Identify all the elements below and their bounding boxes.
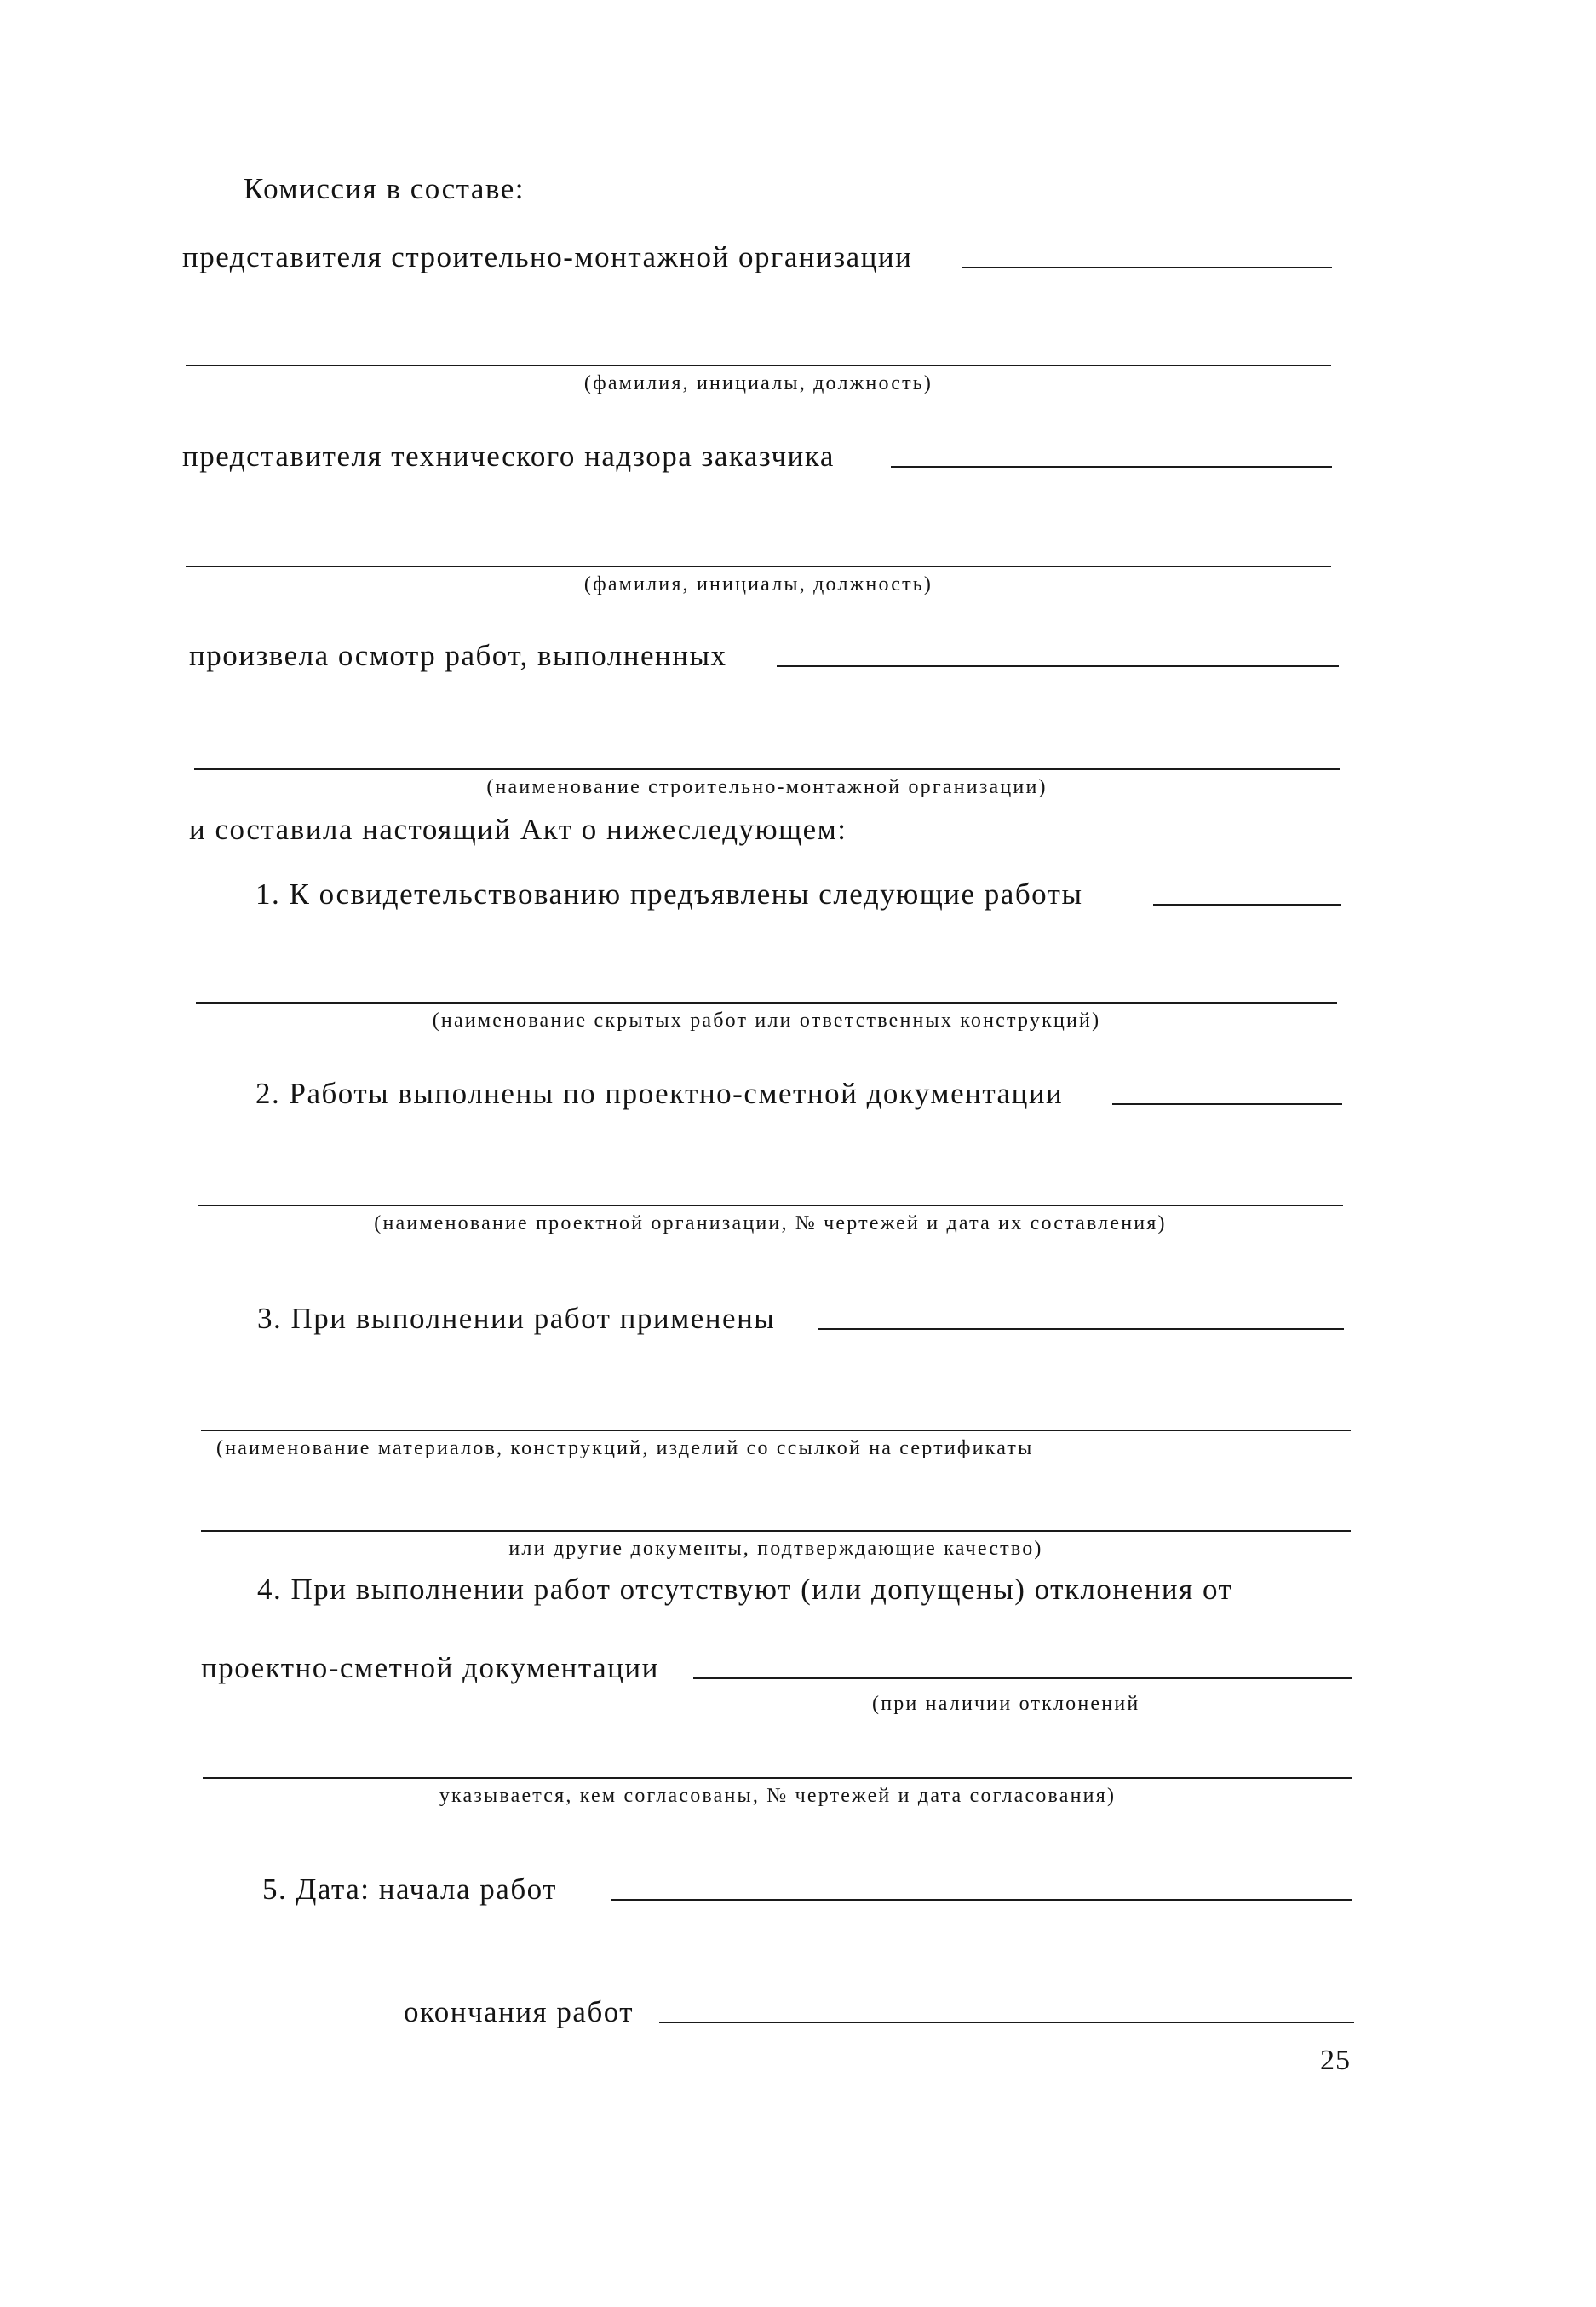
caption-project-org: (наименование проектной организации, № чертежей и дата их составления) bbox=[374, 1212, 1167, 1234]
rep-supervision-row bbox=[182, 441, 1332, 471]
item1-row bbox=[255, 879, 1341, 909]
inspection-row bbox=[189, 641, 1339, 670]
caption-deviations-cont: указывается, кем согласованы, № чертежей и дата согласования) bbox=[439, 1785, 1117, 1807]
start-date-field[interactable] bbox=[611, 1899, 1352, 1901]
item3-field[interactable] bbox=[818, 1328, 1344, 1330]
caption-materials: (наименование материалов, конструкций, изделий со ссылкой на сертификаты bbox=[216, 1437, 1034, 1459]
act-intro-text: и составила настоящий Акт о нижеследующем: bbox=[189, 813, 847, 846]
inspection-field[interactable] bbox=[777, 665, 1339, 667]
caption-fio-2: (фамилия, инициалы, должность) bbox=[583, 573, 933, 595]
commission-heading-text: Комиссия в составе: bbox=[244, 172, 525, 205]
item5-end-label: окончания работ bbox=[404, 1995, 634, 2028]
item3-row bbox=[257, 1303, 1344, 1333]
item4-cont-label: проектно-сметной документации bbox=[201, 1651, 659, 1684]
item2-row bbox=[255, 1079, 1342, 1108]
caption-hidden-works: (наименование скрытых работ или ответственных конструкций) bbox=[432, 1010, 1101, 1032]
rep-construction-label: представителя строительно-монтажной организации bbox=[182, 240, 913, 273]
caption-deviations: (при наличии отклонений bbox=[872, 1693, 1140, 1715]
item4-label: 4. При выполнении работ отсутствуют (или допущены) отклонения от bbox=[257, 1573, 1233, 1606]
item1-field[interactable] bbox=[1153, 904, 1341, 906]
page-number: 25 bbox=[1320, 2045, 1351, 2076]
hidden-works-field[interactable] bbox=[196, 1002, 1337, 1004]
item4-row bbox=[257, 1574, 1232, 1604]
item3-label: 3. При выполнении работ применены bbox=[257, 1302, 776, 1335]
caption-materials-cont: или другие документы, подтверждающие качество) bbox=[508, 1538, 1043, 1560]
rep-construction-row bbox=[182, 242, 1332, 272]
rep-supervision-label: представителя технического надзора заказчика bbox=[182, 440, 835, 473]
rep-supervision-field[interactable] bbox=[891, 466, 1332, 468]
org-name-field[interactable] bbox=[194, 768, 1340, 770]
project-org-field[interactable] bbox=[198, 1205, 1343, 1206]
rep-construction-fio-field[interactable] bbox=[186, 365, 1331, 366]
rep-construction-field[interactable] bbox=[962, 267, 1332, 268]
item4-field[interactable] bbox=[693, 1677, 1352, 1679]
item5-end-row bbox=[404, 1997, 1354, 2027]
deviations-field[interactable] bbox=[203, 1777, 1352, 1779]
caption-fio-1: (фамилия, инициалы, должность) bbox=[583, 372, 933, 394]
materials-cont-field[interactable] bbox=[201, 1530, 1351, 1532]
inspection-label: произвела осмотр работ, выполненных bbox=[189, 639, 727, 672]
item1-label: 1. К освидетельствованию предъявлены следующие работы bbox=[255, 877, 1083, 911]
item5-row bbox=[262, 1874, 1352, 1904]
act-intro bbox=[189, 814, 847, 844]
item5-label: 5. Дата: начала работ bbox=[262, 1873, 557, 1906]
end-date-field[interactable] bbox=[659, 2022, 1354, 2023]
rep-supervision-fio-field[interactable] bbox=[186, 566, 1331, 567]
item2-field[interactable] bbox=[1112, 1103, 1342, 1105]
commission-heading bbox=[244, 174, 525, 204]
caption-org-name: (наименование строительно-монтажной организации) bbox=[486, 776, 1048, 798]
materials-field[interactable] bbox=[201, 1430, 1351, 1431]
item2-label: 2. Работы выполнены по проектно-сметной документации bbox=[255, 1077, 1064, 1110]
item4-cont-row bbox=[201, 1653, 1352, 1683]
